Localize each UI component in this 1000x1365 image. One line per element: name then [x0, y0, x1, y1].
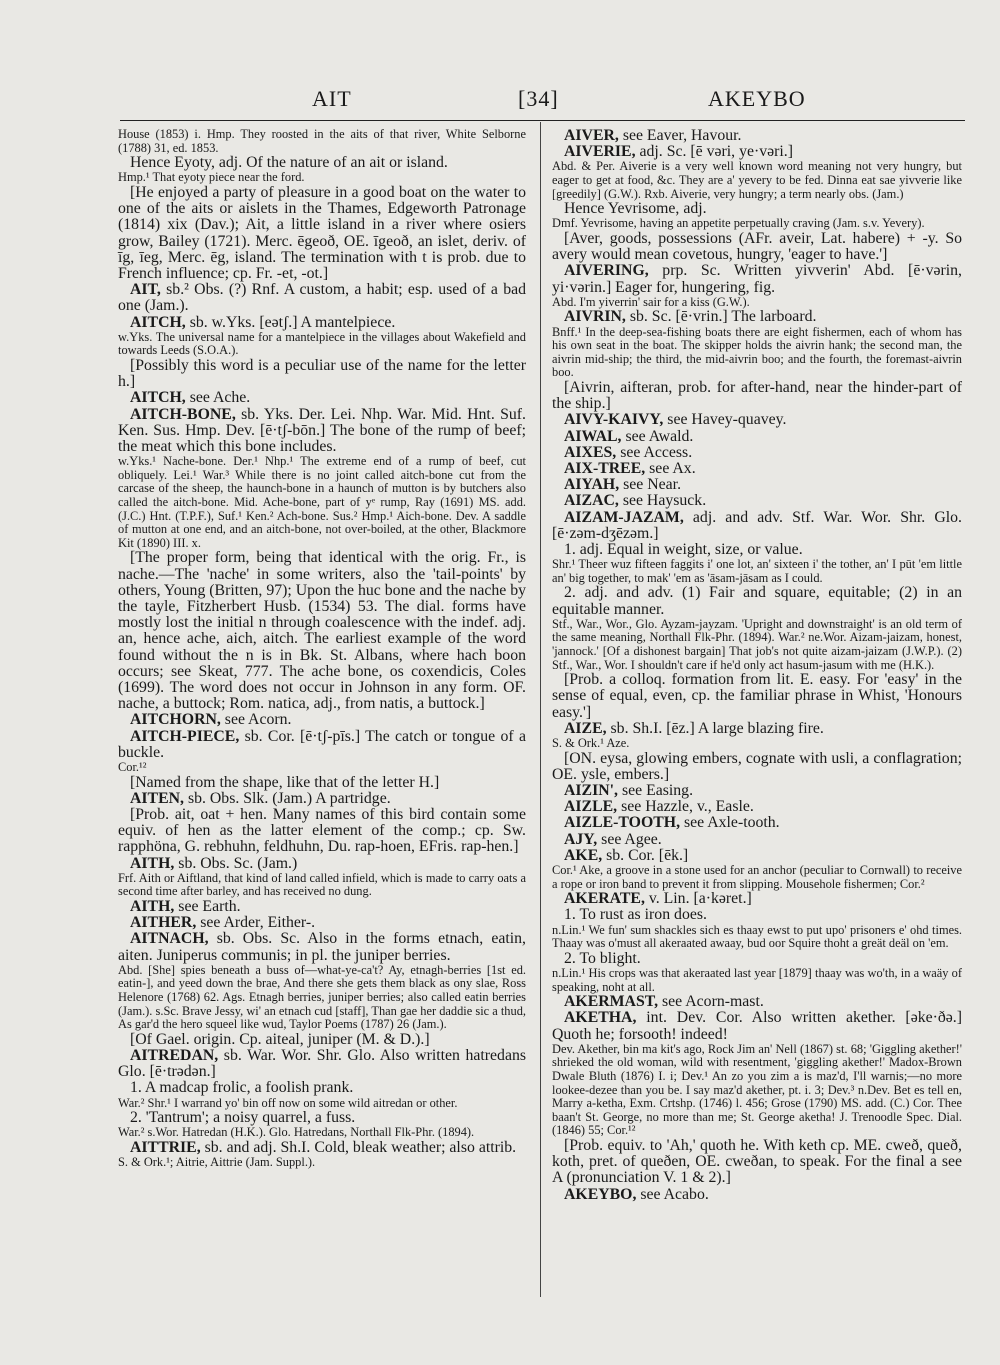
entry-body: Abd. I'm yiverrin' sair for a kiss (G.W.). [552, 294, 750, 309]
headword: AITREDAN, [130, 1047, 219, 1064]
entry-body: sb. w.Yks. [eətʃ.] A mantelpiece. [189, 313, 396, 331]
entry-text [118, 550, 526, 712]
headword: AITCH, [130, 313, 186, 331]
headword: AIZAC, [564, 492, 619, 510]
entry-text [118, 358, 526, 390]
headword: AITH, [130, 854, 175, 872]
headword: AKEYBO, [564, 1185, 637, 1203]
dictionary-entry [118, 1140, 526, 1156]
entry-body: see Acorn. [224, 711, 292, 729]
entry-text [552, 672, 962, 721]
dictionary-entry [552, 144, 962, 160]
entry-body: adj. Sc. [ē vəri, ye·vəri.] [639, 143, 794, 161]
entry-body: see Earth. [178, 898, 241, 916]
headword: AKETHA, [564, 1009, 637, 1027]
entry-body: see Haysuck. [622, 492, 707, 510]
headword: AIZE, [564, 719, 607, 737]
entry-body: [He enjoyed a party of pleasure in a good boat on the water to one of the aits or aislets in the Thames, Edgeworth Patronage (1814) xix (Dav.); Ait, a little island in a river where osiers grow, Bailey (1721). Merc. ēgeoð, OE. īgeoð, an islet, deriv. of īg, īeg, Merc. ēg, island. The termination with t is prob. due to French influence; cp. Fr. -et, -ot.] [118, 183, 526, 282]
dictionary-entry [118, 712, 526, 728]
entry-body: n.Lin.¹ His crops was that akeraated last year [1879] thaay was wo'th, in a waäy of speaking, noht at all. [552, 965, 962, 994]
entry-body: see Ax. [649, 459, 696, 477]
dictionary-entry [552, 461, 962, 477]
page-number: [34] [518, 86, 559, 111]
entry-body: [Prob. a colloq. formation from lit. E. easy. For 'easy' in the sense of equal, even, cp. the familiar phrase in Whist, 'Honours easy.'] [552, 671, 962, 721]
entry-body: 1. A madcap frolic, a foolish prank. [130, 1079, 354, 1097]
entry-text [118, 1032, 526, 1048]
entry-text [552, 296, 962, 310]
entry-text [552, 231, 962, 263]
entry-body: adj. and adv. Stf. War. Wor. Shr. Glo. [ē·zəm-dʒēzəm.] [552, 508, 962, 542]
entry-text [118, 1156, 526, 1170]
dictionary-entry [552, 412, 962, 428]
headword: AITNACH, [130, 930, 209, 948]
entry-body: S. & Ork.¹; Aitrie, Aittrie (Jam. Suppl.). [118, 1155, 316, 1170]
entry-body: S. & Ork.¹ Aze. [552, 735, 630, 750]
dictionary-entry [552, 1187, 962, 1203]
entry-body: House (1853) i. Hmp. They roosted in the aits of that river, White Selborne (1788) 31, ed. 1853. [118, 127, 526, 155]
entry-body: see Eaver, Havour. [622, 127, 742, 144]
dictionary-entry [552, 815, 962, 831]
entry-text [118, 171, 526, 185]
headword: AIZLE-TOOTH, [564, 814, 681, 832]
dictionary-entry [552, 309, 962, 325]
dictionary-entry [552, 848, 962, 864]
dictionary-entry [118, 856, 526, 872]
entry-body: [Possibly this word is a peculiar use of the name for the letter h.] [118, 357, 526, 391]
entry-text [118, 775, 526, 791]
entry-body: n.Lin.¹ We fun' sum shackles sich es thaay ewst to put upo' prisoners e' ohd times. Thaay was o'must all akeraated awaay, bud oor Squire thoht a greät deäl on 'em. [552, 922, 962, 951]
dictionary-entry [118, 407, 526, 456]
headword: AIX-TREE, [564, 459, 646, 477]
entry-text [552, 217, 962, 231]
dictionary-entry [118, 899, 526, 915]
entry-body: [Of Gael. origin. Cp. aiteal, juniper (M. & D.).] [130, 1030, 430, 1048]
dictionary-entry [552, 799, 962, 815]
entry-body: see Acabo. [640, 1185, 709, 1203]
entry-text [118, 185, 526, 282]
entry-body: War.² s.Wor. Hatredan (H.K.). Glo. Hatredans, Northall Flk-Phr. (1894). [118, 1125, 475, 1140]
entry-body: see Ache. [189, 389, 251, 407]
headword: AIVERING, [564, 262, 649, 280]
dictionary-entry [118, 1048, 526, 1080]
entry-body: [Named from the shape, like that of the letter H.] [130, 773, 440, 791]
entry-body: sb. Cor. [ē·tʃ-pīs.] The catch or tongue of a buckle. [118, 727, 526, 761]
entry-text [552, 924, 962, 951]
entry-text [118, 1080, 526, 1096]
entry-body: Hence Yevrisome, adj. [564, 200, 707, 218]
headword: AJY, [564, 830, 598, 848]
dictionary-entry [118, 915, 526, 931]
entry-body: sb. Cor. [ēk.] [606, 846, 689, 864]
entry-body: sb. and adj. Sh.I. Cold, bleak weather; also attrib. [204, 1139, 517, 1156]
headword: AITTRIE, [130, 1139, 201, 1156]
entry-body: sb. Sc. [ē·vrin.] The larboard. [629, 308, 817, 326]
entry-text [118, 155, 526, 171]
entry-body: War.² Shr.¹ I warrand yo' bin off now on some wild aitredan or other. [118, 1095, 458, 1110]
headword: AITEN, [130, 789, 184, 807]
headword: AKE, [564, 846, 603, 864]
entry-body: [Aver, goods, possessions (AFr. aveir, Lat. habere) + -y. So avery would mean covetous, hungry, 'eager to have.'] [552, 229, 962, 264]
entry-body: Hence Eyoty, adj. Of the nature of an ait or island. [130, 154, 448, 172]
entry-text [118, 807, 526, 856]
dictionary-entry [552, 994, 962, 1010]
right-column [552, 128, 962, 1203]
entry-body: 1. adj. Equal in weight, size, or value. [564, 541, 803, 558]
entry-body: sb. Obs. Sc. Also in the forms etnach, eatin, aiten. Juniperus communis; in pl. the juniper berries. [118, 930, 527, 964]
headword: AITCH, [130, 389, 186, 407]
entry-body: [ON. eysa, glowing embers, cognate with usli, a conflagration; OE. ysle, embers.] [552, 749, 962, 783]
headword: AIYAH, [564, 476, 620, 494]
headword: AIT, [130, 281, 161, 299]
headword: AITCH-PIECE, [130, 727, 240, 745]
entry-text [118, 331, 526, 358]
entry-text [552, 1138, 962, 1187]
entry-text [118, 872, 526, 899]
dictionary-entry [552, 783, 962, 799]
dictionary-entry [118, 390, 526, 406]
entry-text [552, 558, 962, 585]
entry-body: int. Dev. Cor. Also written akether. [əke·ðə.] Quoth he; forsooth! indeed! [552, 1009, 962, 1043]
entry-text [118, 1126, 526, 1140]
entry-body: see Havey-quavey. [667, 411, 787, 429]
entry-body: Abd. [She] spies beneath a buss of—what-ye-ca't? Ay, etnagh-berries [1st ed. eatin-], and yeed down the brae, And there she gets them black as ony slae, Ross Helenore (1768) 62. Ags. Etnagh berries, juniper berries; also called eatin berries (Jam.). s.Sc. Brave Jessy, wi' an etnach cud [staff], Than gae her daddie sic a thud, As gar'd the hero squeel like wud, Taylor Poems (1787) 26 (Jam.). [118, 962, 526, 1032]
entry-body: Cor.¹ Ake, a groove in a stone used for an anchor (peculiar to Cornwall) to receive a rope or iron band to prevent it from slipping. Mousehole fishermen; Cor.² [552, 863, 962, 891]
entry-body: sb.² Obs. (?) Rnf. A custom, a habit; esp. used of a bad one (Jam.). [118, 281, 526, 315]
dictionary-entry [552, 721, 962, 737]
headword: AITH, [130, 898, 175, 916]
headword: AKERATE, [564, 890, 645, 908]
entry-body: w.Yks. The universal name for a mantelpiece in the villages about Wakefield and towards Leeds (S.O.A.). [118, 329, 526, 358]
dictionary-entry [552, 493, 962, 509]
entry-body: see Access. [620, 443, 693, 461]
entry-text [118, 1110, 526, 1126]
entry-text [552, 585, 962, 617]
entry-body: [Aivrin, aifteran, prob. for after-hand, near the hinder-part of the ship.] [552, 378, 962, 413]
headword: AIZLE, [564, 798, 618, 816]
entry-body: 2. adj. and adv. (1) Fair and square, equitable; (2) in an equitable manner. [552, 584, 962, 618]
entry-body: Stf., War., Wor., Glo. Ayzam-jayzam. 'Upright and downstraight' is an old term of the same meaning, Northall Flk-Phr. (1894). War.² ne.Wor. Aizam-jaizam, honest, 'jannock.' [Of a dishonest bargain] That job's not quite aizam-jaizam (J.W.P.). (2) Stf., War., Wor. I shouldn't care if he'd only act hasum-jasum with me (H.K.). [552, 616, 962, 672]
entry-text [552, 737, 962, 751]
left-column [118, 128, 526, 1170]
running-head [0, 86, 1000, 116]
dictionary-entry [552, 263, 962, 295]
headword: AIVRIN, [564, 308, 626, 326]
dictionary-entry [552, 128, 962, 144]
entry-body: Dev. Akether, bin ma kit's ago, Rock Jim an' Nell (1867) st. 68; 'Giggling akether!' shrieked the old woman, wild with resentment, 'giggling akether!' Madox-Brown Dwale Bluth (1876) I. i; Dev.¹ An zo you zim a is maz'd, I'll warnis;—no more lookee-dezee than you be. I say maz'd akether, pt. i. 3; Dev.³ n.Dev. Bet es tell en, Marry a-ketha, Exm. Crtshp. (1746) l. 456; Grose (1790) MS. add. (C.) Cor. Thee baan't St. George, no more than me; St. George aketha! J. Trenoodle Spec. Dial. (1846) 55; Cor.¹² [552, 1041, 962, 1138]
dictionary-entry [552, 477, 962, 493]
entry-text [552, 864, 962, 891]
entry-body: 2. To blight. [564, 949, 641, 967]
headword: AIVERIE, [564, 143, 636, 161]
dictionary-entry [552, 429, 962, 445]
entry-body: see Arder, Either-. [200, 914, 316, 932]
entry-body: 2. 'Tantrum'; a noisy quarrel, a fuss. [130, 1109, 356, 1127]
headword: AIZAM-JAZAM, [564, 508, 684, 526]
entry-text [118, 964, 526, 1032]
entry-body: 1. To rust as iron does. [564, 906, 707, 924]
entry-body: prp. Sc. Written yivverin' Abd. [ē·vərin, yi·vərin.] Eager for, hungering, fig. [552, 262, 962, 296]
entry-text [118, 761, 526, 775]
entry-body: Frf. Aith or Aiftland, that kind of land called infield, which is made to carry oats a second time after barley, and has received no dung. [118, 870, 526, 899]
entry-text [118, 455, 526, 550]
entry-body: v. Lin. [a·kəret.] [648, 890, 752, 908]
entry-text [118, 1097, 526, 1111]
entry-body: Abd. & Per. Aiverie is a very well known word meaning not very hungry, but eager to get at food, &c. They are a' yevery to be fed. Dinna eat sae yivverie like [greedily] (G.W.). Rxb. Aiverie, very hungry; a term nearly obs. (Jam.) [552, 159, 962, 201]
entry-body: see Axle-tooth. [683, 814, 780, 832]
dictionary-entry [552, 1010, 962, 1042]
entry-body: w.Yks.¹ Nache-bone. Der.¹ Nhp.¹ The extreme end of a rump of beef, cut obliquely. Lei.¹ War.³ While there is no joint called aitch-bone cut from the carcase of the sheep, the haunch-bone in a haunch of mutton is by butchers also called the aitch-bone. Mid. Ache-bone, part of yᵉ rump, Ray (1691) MS. add. (J.C.) Hnt. (T.P.F.), Suf.¹ Ken.² Ach-bone. Sus.² Hmp.¹ Aich-bone. Dev. A saddle of mutton at one end, and an aitch-bone, not over-boiled, at the other, Blackmore Kit (1890) III. x. [118, 454, 526, 550]
dictionary-entry [552, 445, 962, 461]
entry-body: sb. Yks. Der. Lei. Nhp. War. Mid. Hnt. Suf. Ken. Sus. Hmp. Dev. [ē·tʃ-bōn.] The bone of the rump of beef; the meat which this bone includes. [118, 405, 526, 456]
entry-text [552, 380, 962, 412]
entry-text [552, 160, 962, 201]
headword: AITHER, [130, 914, 197, 932]
headword: AIWAL, [564, 427, 622, 445]
entry-body: sb. Obs. Slk. (Jam.) A partridge. [187, 789, 391, 807]
dictionary-entry [118, 315, 526, 331]
headword: AIXES, [564, 443, 617, 461]
entry-body: Hmp.¹ That eyoty piece near the ford. [118, 170, 305, 185]
entry-body: Cor.¹² [118, 760, 147, 775]
entry-text [552, 751, 962, 783]
entry-body: see Near. [623, 476, 682, 494]
headword: AIVY-KAIVY, [564, 411, 664, 429]
entry-body: Bnff.¹ In the deep-sea-fishing boats there are eight fishermen, each of whom has his own seat in the boat. The skipper holds the aivrin hank; the second man, the aivrin mid-ship; the third, the mid-aivrin boo; and the fourth, the foremast-aivrin boo. [552, 324, 962, 380]
headword: AKERMAST, [564, 993, 659, 1011]
dictionary-entry [118, 729, 526, 761]
entry-body: see Agee. [601, 830, 662, 848]
entry-body: [Prob. ait, oat + hen. Many names of this bird contain some equiv. of hen as the latter element of the comp.; cp. Sw. rapphöna, G. rebhuhn, feldhuhn, Du. rap-hoen, EFris. rap-hen.] [118, 806, 526, 856]
entry-text [552, 542, 962, 558]
entry-body: sb. Sh.I. [ēz.] A large blazing fire. [610, 719, 824, 737]
entry-body: Dmf. Yevrisome, having an appetite perpetually craving (Jam. s.v. Yevery). [552, 216, 925, 231]
entry-text [552, 907, 962, 923]
entry-body: Shr.¹ Theer wuz fifteen faggits i' one lot, an' sixteen i' the tother, an' I pūt 'em little an' big together, to mak' 'em as 'āsam-jāsam as I could. [552, 557, 962, 585]
dictionary-entry [552, 510, 962, 542]
entry-text [552, 967, 962, 994]
entry-body: see Hazzle, v., Easle. [621, 798, 754, 816]
entry-text [552, 618, 962, 672]
headword: AITCH-BONE, [130, 405, 236, 423]
entry-body: [Prob. equiv. to 'Ah,' quoth he. With keth cp. ME. cweð, queð, koth, pret. of queðen, OE. cweðan, to speak. For the final a see A (pronunciation V. 1 & 2).] [552, 1136, 962, 1187]
header-last-word: AKEYBO [708, 86, 806, 111]
entry-body: see Awald. [625, 427, 694, 445]
entry-text [552, 201, 962, 217]
entry-body: sb. War. Wor. Shr. Glo. Also written hatredans Glo. [ē·trədən.] [118, 1047, 526, 1081]
headword: AIVER, [564, 127, 619, 144]
dictionary-entry [552, 832, 962, 848]
column-divider [540, 122, 541, 1297]
dictionary-entry [118, 931, 526, 963]
dictionary-entry [552, 891, 962, 907]
headword: AIZIN', [564, 781, 618, 799]
dictionary-entry [118, 791, 526, 807]
entry-text [118, 128, 526, 155]
entry-text [552, 951, 962, 967]
entry-body: see Acorn-mast. [662, 993, 764, 1011]
dictionary-entry [118, 282, 526, 314]
entry-body: sb. Obs. Sc. (Jam.) [178, 854, 298, 872]
entry-text [552, 1043, 962, 1138]
entry-text [552, 326, 962, 380]
header-rule [120, 120, 965, 121]
entry-body: see Easing. [621, 781, 694, 799]
headword: AITCHORN, [130, 711, 221, 729]
entry-body: [The proper form, being that identical with the orig. Fr., is nache.—The 'nache' in some writers, also the 'tail-points' by others, Young (Britten, 97); Upon the huc bone and the nache by the tayle, Fitzherbert Husb. (1534) 53. The dial. forms have mostly lost the initial n through coalescence with the indef. adj. an, hence ache, aich, aitch. The earliest example of the word found without the n is in Bk. St. Albans, where hach boon occurs; see Skeat, 777. The ache bone, os coxendicis, Coles (1699). The word does not occur in Johnson in any form. OF. nache, a buttock; Rom. natica, adj., from natis, a buttock.] [118, 549, 527, 713]
header-first-word: AIT [312, 86, 352, 111]
